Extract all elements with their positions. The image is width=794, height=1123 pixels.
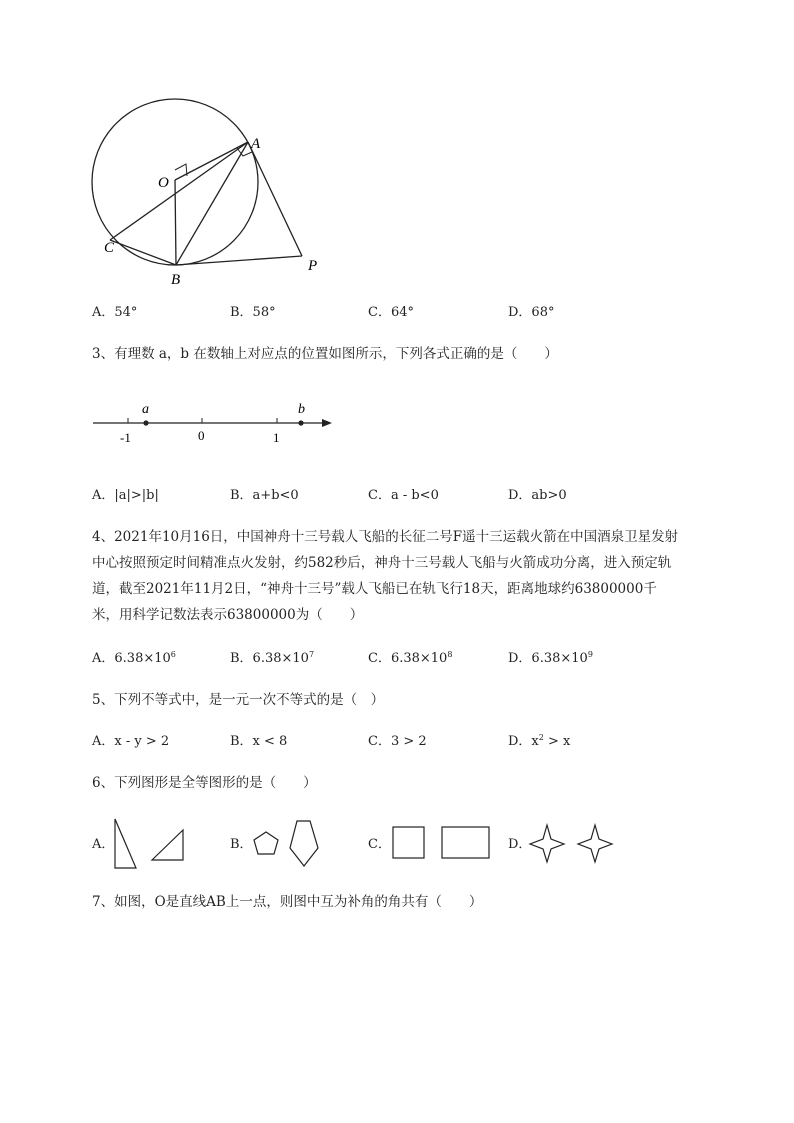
q4-stem-line2: 中心按照预定时间精准点火发射，约582秒后，神舟十三号载人飞船与火箭成功分离，进入预定轨: [92, 555, 672, 571]
q3-option-b: B．a+b<0: [230, 488, 299, 503]
label-c: C: [104, 240, 115, 256]
label-a: a: [142, 402, 149, 417]
q6-option-a-shapes: [110, 816, 190, 871]
q6-option-d-label: D．: [508, 837, 532, 852]
q2-option-a: A．54°: [92, 305, 138, 320]
label-a: A: [251, 136, 261, 152]
label-b: b: [298, 402, 305, 417]
q3-option-c: C．a - b<0: [368, 488, 439, 503]
q5-option-b: B．x < 8: [230, 734, 288, 749]
q6-option-b-label: B．: [230, 837, 253, 852]
number-line-figure: [88, 398, 338, 448]
q3-option-d: D．ab>0: [508, 488, 567, 503]
q5-option-a: A．x - y > 2: [92, 734, 170, 749]
segment-bp: [176, 256, 302, 265]
arrow-right-icon: [322, 419, 332, 427]
q3-option-a: A．|a|>|b|: [92, 488, 159, 503]
pentagon-tall: [290, 821, 318, 866]
q2-option-c: C．64°: [368, 305, 414, 320]
q6-option-c-label: C．: [368, 837, 391, 852]
label-o: O: [158, 175, 169, 191]
q4-stem-line4: 米，用科学记数法表示63800000为（ ）: [92, 607, 364, 623]
four-point-star-left: [530, 825, 564, 862]
q5-option-d: D．$x^2 > x$: [508, 733, 571, 749]
segment-ca: [110, 142, 248, 240]
q6-option-b-shapes: [250, 818, 330, 870]
tick-label-0: 0: [198, 428, 205, 443]
q4-stem-line3: 道，截至2021年11月2日，“神舟十三号”载人飞船已在轨飞行18天，距离地球约63800000千: [92, 581, 657, 597]
tick-label-neg1: -1: [120, 430, 131, 445]
right-triangle-right: [152, 830, 183, 860]
q2-option-d: D．68°: [508, 305, 555, 320]
q6-stem: 6、下列图形是全等图形的是（ ）: [92, 775, 317, 791]
q3-stem: 3、有理数 a，b 在数轴上对应点的位置如图所示，下列各式正确的是（ ）: [92, 346, 558, 362]
point-a: [143, 420, 148, 425]
pentagon-small: [254, 832, 278, 854]
rectangle: [442, 827, 489, 858]
right-triangle-left: [115, 819, 136, 868]
q4-option-c: C．$6.38\times 10^8$: [368, 650, 453, 666]
q2-option-b: B．58°: [230, 305, 276, 320]
q7-stem: 7、如图，O是直线AB上一点，则图中互为补角的角共有（ ）: [92, 894, 483, 910]
q4-option-a: A．$6.38\times 10^6$: [92, 650, 176, 666]
four-point-star-right: [578, 825, 612, 862]
label-b: B: [171, 272, 181, 285]
tick-label-1: 1: [273, 430, 280, 445]
q6-option-c-shapes: [388, 822, 498, 866]
q4-stem-line1: 4、2021年10月16日，中国神舟十三号载人飞船的长征二号F遥十三运载火箭在中国酒泉卫星发射: [92, 529, 679, 545]
q4-option-d: D．$6.38\times 10^9$: [508, 650, 593, 666]
square: [393, 827, 424, 858]
circle-tangent-figure: [80, 90, 340, 285]
q6-option-d-shapes: [528, 822, 618, 866]
label-p: P: [308, 258, 318, 274]
q4-option-b: B．$6.38\times 10^7$: [230, 650, 315, 666]
q5-option-c: C．3 > 2: [368, 734, 427, 749]
segment-cb: [110, 240, 176, 265]
q5-stem: 5、下列不等式中，是一元一次不等式的是（ ）: [92, 692, 385, 708]
point-b: [298, 420, 303, 425]
q6-option-a-label: A．: [92, 837, 115, 852]
